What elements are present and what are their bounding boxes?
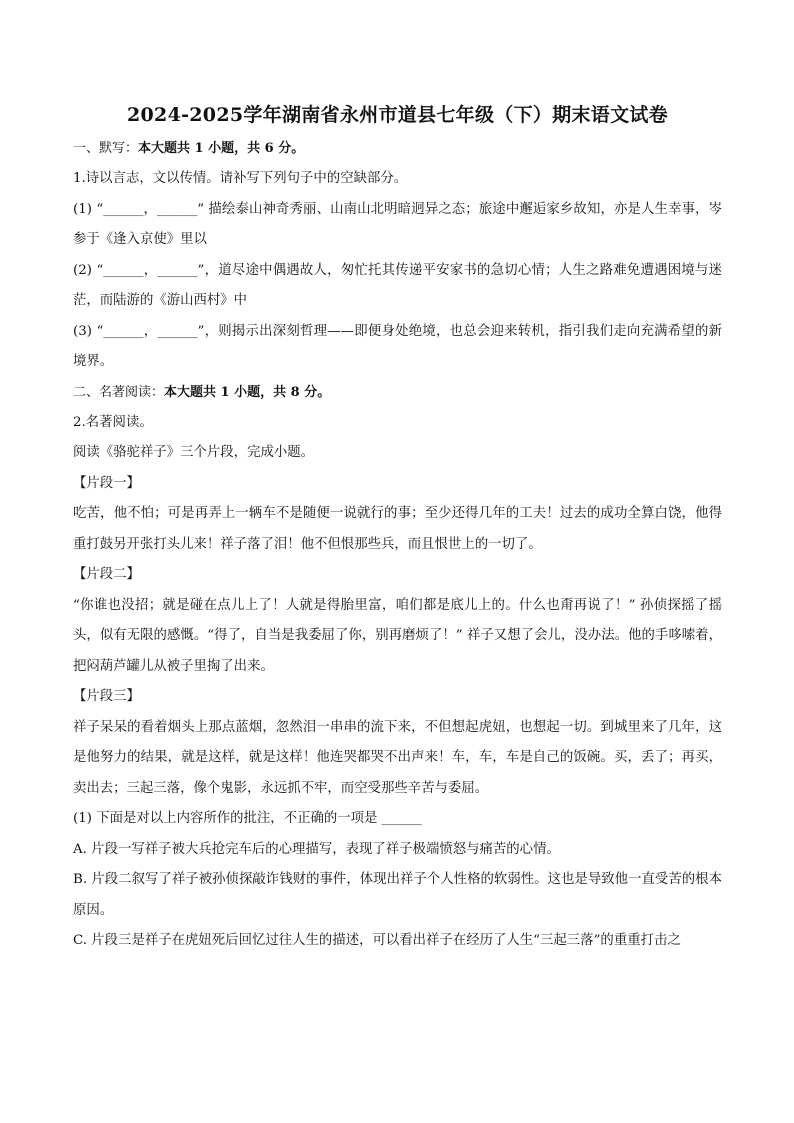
fragment-1-label: 【片段一】	[73, 475, 140, 491]
option-c: C. 片段三是祥子在虎妞死后回忆过往人生的描述，可以看出祥子在经历了人生“三起三落”的重重打击之	[73, 933, 681, 948]
question-1-item-1: (1) “______，______” 描绘泰山神奇秀丽、山南山北明暗迥异之态；旅途中邂逅家乡故知，亦是人生幸事，岑参于《逢入京使》里以	[73, 201, 722, 247]
fragment-2-label: 【片段二】	[73, 567, 140, 582]
section-heading-detail: 本大题共 1 小题，共 8 分。	[164, 384, 331, 400]
question-2-stem: 2.名著阅读。	[73, 414, 153, 430]
question-1-stem: 1.诗以言志，文以传情。请补写下列句子中的空缺部分。	[73, 171, 408, 186]
document-title: 2024-2025学年湖南省永州市道县七年级（下）期末语文试卷	[127, 104, 668, 126]
option-a: A. 片段一写祥子被大兵抢完车后的心理描写，表现了祥子极端愤怒与痛苦的心情。	[73, 841, 560, 857]
fragment-3-text: 祥子呆呆的看着烟头上那点蓝烟，忽然泪一串串的流下来，不但想起虎妞，也想起一切。到城里来了几年，这是他努力的结果，就是这样，就是这样！他连哭都哭不出声来！车，车，车是自己的饭碗。买，丢了；再买，卖出去；三起三落，像个鬼影，永远抓不牢，而空受那些辛苦与委屈。	[73, 719, 722, 796]
fragment-1-text: 吃苦，他不怕；可是再弄上一辆车不是随便一说就行的事；至少还得几年的工夫！过去的成功全算白饶，他得重打鼓另开张打头儿来！祥子落了泪！他不但恨那些兵，而且恨世上的一切了。	[73, 506, 722, 552]
fragment-2-text: “你谁也没招；就是碰在点儿上了！人就是得胎里富，咱们都是底儿上的。什么也甭再说了！” 孙侦探摇了摇头，似有无限的感慨。“得了，自当是我委屈了你，别再磨烦了！” 祥子又想了会儿，没办法。他的手哆嗦着，把闷葫芦罐儿从被子里掏了出来。	[73, 597, 722, 674]
section-heading-classics	[73, 378, 722, 408]
question-1-item-3: (3) “______，______”，则揭示出深刻哲理——即便身处绝境，也总会迎来转机，指引我们走向充满希望的新境界。	[73, 323, 722, 369]
option-b: B. 片段二叙写了祥子被孙侦探敲诈钱财的事件，体现出祥子个人性格的软弱性。这也是导致他一直受苦的根本原因。	[73, 872, 722, 918]
question-1-item-2: (2) “______，______”，道尽途中偶遇故人，匆忙托其传递平安家书的急切心情；人生之路难免遭遇困境与迷茫，而陆游的《游山西村》中	[73, 262, 722, 308]
section-heading-dictation	[73, 134, 722, 164]
section-heading-detail: 本大题共 1 小题，共 6 分。	[138, 141, 305, 156]
section-heading-prefix: 一、默写：	[73, 141, 139, 156]
section-heading-prefix: 二、名著阅读：	[73, 384, 165, 400]
question-2-intro: 阅读《骆驼祥子》三个片段，完成小题。	[73, 445, 315, 460]
sub-question-1-stem: (1) 下面是对以上内容所作的批注，不正确的一项是 ______	[73, 811, 422, 826]
fragment-3-label: 【片段三】	[73, 689, 140, 704]
